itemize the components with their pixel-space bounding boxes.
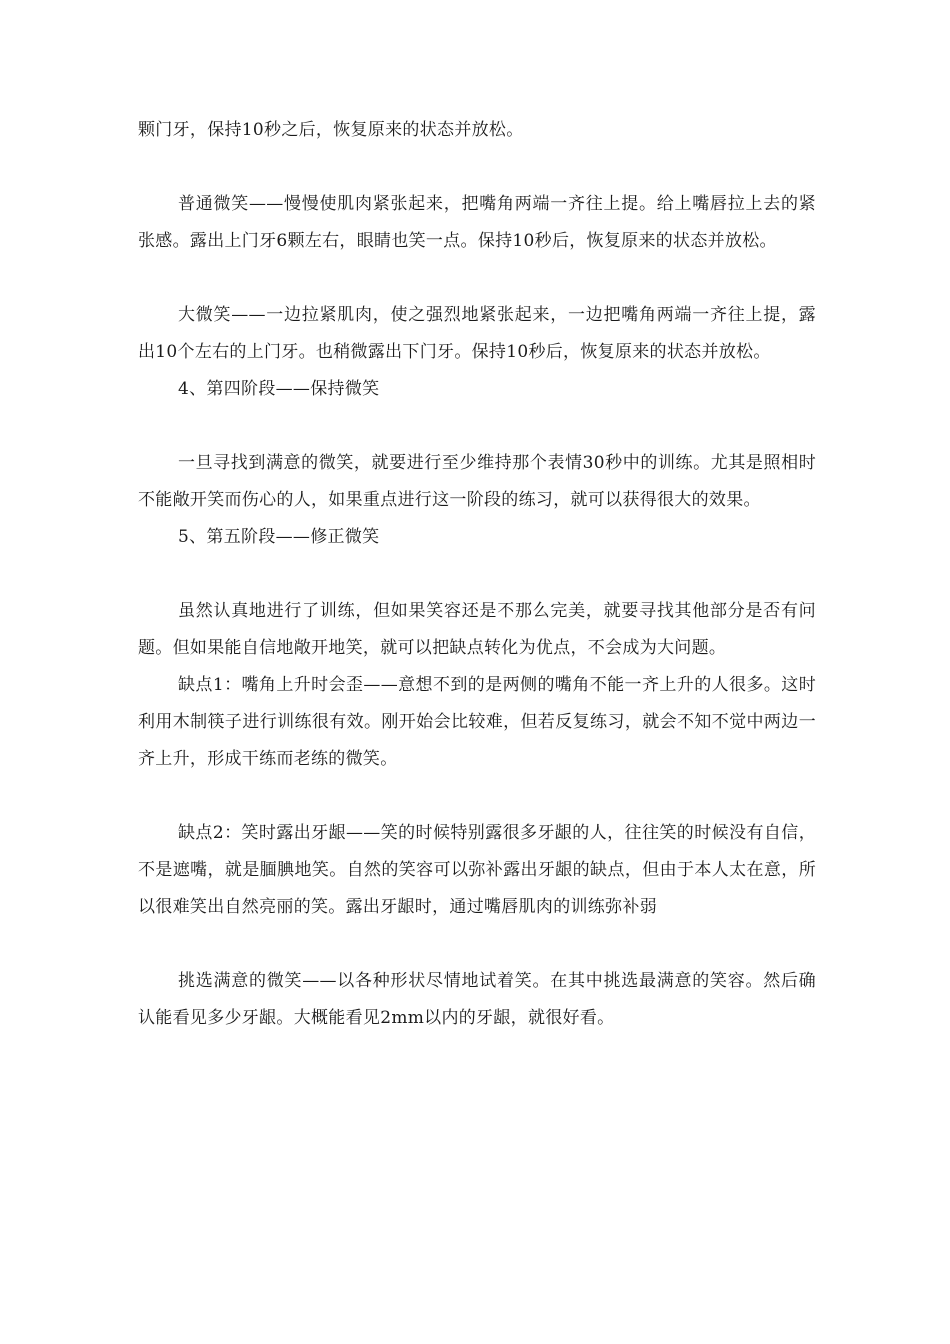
paragraph-fix-smile: 虽然认真地进行了训练，但如果笑容还是不那么完美，就要寻找其他部分是否有问题。但如果能自信地敞开地笑，就可以把缺点转化为优点，不会成为大问题。 [138,601,816,658]
document-body [138,112,816,1037]
heading-stage-5: 5、第五阶段——修正微笑 [178,527,380,547]
paragraph-big-smile: 大微笑——一边拉紧肌肉，使之强烈地紧张起来，一边把嘴角两端一齐往上提，露出10个左右的上门牙。也稍微露出下门牙。保持10秒后，恢复原来的状态并放松。 [138,305,816,362]
paragraph-flaw-2: 缺点2：笑时露出牙龈——笑的时候特别露很多牙龈的人，往往笑的时候没有自信，不是遮嘴，就是腼腆地笑。自然的笑容可以弥补露出牙龈的缺点，但由于本人太在意，所以很难笑出自然亮丽的笑。露出牙龈时，通过嘴唇肌肉的训练弥补弱 [138,823,816,917]
paragraph-big-smile-end: 颗门牙，保持10秒之后，恢复原来的状态并放松。 [138,120,524,140]
paragraph-keep-smile: 一旦寻找到满意的微笑，就要进行至少维持那个表情30秒中的训练。尤其是照相时不能敞开笑而伤心的人，如果重点进行这一阶段的练习，就可以获得很大的效果。 [138,453,816,510]
paragraph-choose-smile: 挑选满意的微笑——以各种形状尽情地试着笑。在其中挑选最满意的笑容。然后确认能看见多少牙龈。大概能看见2mm以内的牙龈，就很好看。 [138,971,816,1028]
paragraph-flaw-1: 缺点1：嘴角上升时会歪——意想不到的是两侧的嘴角不能一齐上升的人很多。这时利用木制筷子进行训练很有效。刚开始会比较难，但若反复练习，就会不知不觉中两边一齐上升，形成干练而老练的微笑。 [138,675,816,769]
heading-stage-4: 4、第四阶段——保持微笑 [178,379,380,399]
paragraph-normal-smile: 普通微笑——慢慢使肌肉紧张起来，把嘴角两端一齐往上提。给上嘴唇拉上去的紧张感。露出上门牙6颗左右，眼睛也笑一点。保持10秒后，恢复原来的状态并放松。 [138,194,816,251]
